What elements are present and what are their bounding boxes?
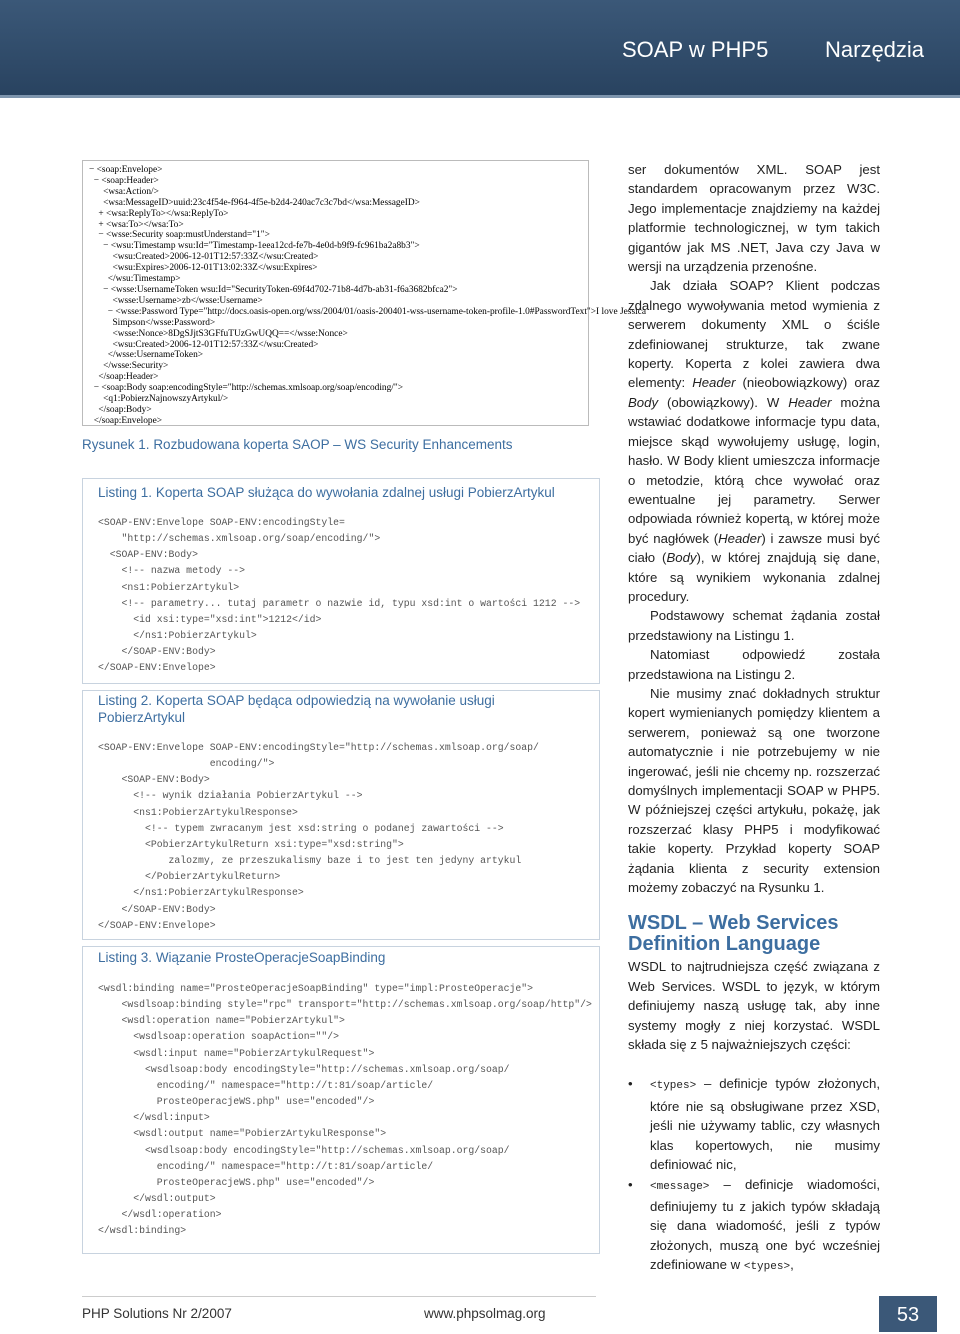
bullet-icon: • bbox=[628, 1076, 633, 1092]
xml-line: <wsa:MessageID>uuid:23c4f54e-f964-4f5e-b2d4-240ac7c3c7bd</wsa:MessageID> bbox=[89, 197, 420, 208]
listing2-title-text: Koperta SOAP będąca odpowiedzią na wywołanie usługi PobierzArtykul bbox=[98, 693, 495, 725]
xml-line: </wsu:Timestamp> bbox=[89, 274, 181, 285]
xml-line: − <wsu:Timestamp wsu:Id="Timestamp-1eea12cd-fe7b-4e0d-b9f9-fc961ba2a8b3"> bbox=[89, 241, 420, 252]
header-bar bbox=[0, 0, 960, 98]
listing1-label: Listing 1. bbox=[98, 485, 153, 500]
list-item: • <types> – definicje typów złożonych, które nie są obsługiwane przez XSD, jeśli nie używamy tablic, czy własnych klas kopertowych, nie musimy definiować nic, bbox=[628, 1076, 880, 1173]
xml-line: − <wsse:UsernameToken wsu:Id="SecurityToken-69f4d702-71b8-4d7b-ab31-f6a3682bfca2"> bbox=[89, 284, 458, 295]
listing3-code: <wsdl:binding name="ProsteOperacjeSoapBinding" type="impl:ProsteOperacje"> <wsdlsoap:binding style="rpc" transport="http://schemas.xmlsoap.org/soap/http"/> <wsdl:operation name="PobierzArtykul"> <wsdlsoap:operation soapAction=""/> <wsdl:input name="PobierzArtykulRequest"> <wsdlsoap:body encodingStyle="http://schemas.xmlsoap.org/soap/ encoding/" namespace="http://t:81/soap/article/ ProsteOperacjeWS.php" use="encoded"/> </wsdl:input> <wsdl:output name="PobierzArtykulResponse"> <wsdlsoap:body encodingStyle="http://schemas.xmlsoap.org/soap/ encoding/" namespace="http://t:81/soap/article/ ProsteOperacjeWS.php" use="encoded"/> </wsdl:output> </wsdl:operation> </wsdl:binding> bbox=[98, 983, 592, 1237]
listing1-title-text: Koperta SOAP służąca do wywołania zdalnej usługi PobierzArtykul bbox=[155, 485, 555, 500]
xml-line: Simpson</wsse:Password> bbox=[89, 317, 216, 328]
article-column bbox=[628, 160, 880, 1278]
wsdl-parts-list bbox=[628, 1074, 880, 1277]
listing1-code: <SOAP-ENV:Envelope SOAP-ENV:encodingStyle= "http://schemas.xmlsoap.org/soap/encoding/"> <SOAP-ENV:Body> <!-- nazwa metody --> <ns1:PobierzArtykul> <!-- parametry... tutaj parametr o nazwie id, typu xsd:int o wartości 1212 --> <id xsi:type="xsd:int">1212</id> </ns1:PobierzArtykul> </SOAP-ENV:Body> </SOAP-ENV:Envelope> bbox=[98, 517, 581, 674]
section-heading-wsdl: WSDL – Web Services Definition Language bbox=[628, 912, 839, 956]
xml-line: </soap:Header> bbox=[89, 372, 159, 383]
article-paragraph-3: Podstawowy schemat żądania został przedstawiony na Listingu 1. bbox=[628, 608, 880, 643]
listing3-label: Listing 3. bbox=[98, 950, 153, 965]
xml-line: </wsse:Security> bbox=[89, 361, 169, 372]
article-paragraph-4: Natomiast odpowiedź została przedstawiona na Listingu 2. bbox=[628, 647, 880, 682]
figure-caption-label: Rysunek 1. bbox=[82, 437, 150, 452]
listing2-code: <SOAP-ENV:Envelope SOAP-ENV:encodingStyle="http://schemas.xmlsoap.org/soap/ encoding/"> <SOAP-ENV:Body> <!-- wynik działania PobierzArtykul --> <ns1:PobierzArtykulResponse> <!-- typem zwracanym jest xsd:string o podanej zawartości --> <PobierzArtykulReturn xsi:type="xsd:string"> zalozmy, ze przeszukalismy baze i to jest ten jedyny artykul </PobierzArtykulReturn> </ns1:PobierzArtykulResponse> </SOAP-ENV:Body> </SOAP-ENV:Envelope> bbox=[98, 742, 539, 931]
footer-issue: PHP Solutions Nr 2/2007 bbox=[82, 1306, 232, 1321]
list-item: • <message> – definicje wiadomości, definiujemy tu z jakich typów składają się dana wiadomość, jeśli z typów złożonych, muszą one być wcześniej zdefiniowane w <types>, bbox=[628, 1176, 880, 1274]
listing3-title-text: Wiązanie ProsteOperacjeSoapBinding bbox=[155, 950, 386, 965]
bullet-icon: • bbox=[628, 1176, 633, 1192]
article-paragraph-5: Nie musimy znać dokładnych struktur kopert wymienianych pomiędzy klientem a serwerem, ponieważ są one tworzone automatycznie i nie potrzebujemy w nie ingerować, jeśli nie chcemy np. rozszerzać domyślnych implementacji SOAP w PHP5. W późniejszej części artykułu, pokażę, jak rozszerzać klasy PHP5 i modyfikować takie koperty. Przykład koperty SOAP żądania klienta z security extension możemy zobaczyć na Rysunku 1. bbox=[628, 685, 880, 896]
xml-line: <wsu:Created>2006-12-01T12:57:33Z</wsu:Created> bbox=[89, 252, 319, 263]
xml-line: − <wsse:Password Type="http://docs.oasis-open.org/wss/2004/01/oasis-200401-wss-username-token-profile-1.0#PasswordText">I love Jessica bbox=[89, 306, 647, 317]
xml-line: <wsse:Username>zb</wsse:Username> bbox=[89, 295, 263, 306]
figure-caption bbox=[82, 437, 513, 452]
footer-divider bbox=[82, 1296, 596, 1297]
xml-line: <wsu:Created>2006-12-01T12:57:33Z</wsu:Created> bbox=[89, 339, 319, 350]
article-paragraph-2: Jak działa SOAP? Klient podczas zdalnego wywoływania metod wymienia z serwerem dokumenty XML o ściśle zdefiniowanej strukturze, tak zwane koperty. Koperta z kolei zawiera dwa elementy: Header (nieobowiązkowy) oraz Body (obowiązkowy). W Header można wstawiać dodatkowe informacje typu data, miejsce skąd wywołujemy usługę, login, hasło. W Body klient umieszcza informacje o metodzie, którą chce wywołać oraz ewentualne jej parametry. Serwer odpowiada również kopertą, w której może być nagłówek (Header) i zawsze musi być ciało (Body), w której znajdują się dane, które są wynikiem wykonania zdalnej procedury. bbox=[628, 278, 880, 604]
header-separator bbox=[0, 95, 960, 98]
xml-line: − <wsse:Security soap:mustUnderstand="1"> bbox=[89, 230, 270, 241]
page-number: 53 bbox=[879, 1296, 937, 1332]
figure-xml-screenshot bbox=[82, 160, 647, 426]
xml-line: </soap:Body> bbox=[89, 404, 152, 415]
xml-line: − <soap:Header> bbox=[89, 175, 159, 186]
xml-line: <wsa:Action/> bbox=[89, 186, 159, 197]
header-title-left: SOAP w PHP5 bbox=[622, 37, 769, 62]
listing2-title bbox=[98, 692, 538, 726]
xml-line: <q1:PobierzNajnowszyArtykul/> bbox=[89, 394, 229, 405]
header-title-right: Narzędzia bbox=[825, 37, 925, 62]
listing3-title bbox=[98, 949, 385, 966]
footer-website-link[interactable]: www.phpsolmag.org bbox=[424, 1306, 546, 1321]
article-paragraph-6: WSDL to najtrudniejsza część związana z Web Services. WSDL to język, w którym definiujemy naszą usługę tak, aby inne systemy mogły z niej korzystać. WSDL składa się z 5 najważniejszych części: bbox=[628, 959, 880, 1053]
listing1-title bbox=[98, 484, 555, 501]
xml-line: </soap:Envelope> bbox=[89, 415, 163, 426]
xml-line: + <wsa:ReplyTo></wsa:ReplyTo> bbox=[89, 208, 229, 219]
xml-line: + <wsa:To></wsa:To> bbox=[89, 219, 184, 230]
xml-line: <wsu:Expires>2006-12-01T13:02:33Z</wsu:Expires> bbox=[89, 263, 318, 274]
xml-line: </wsse:UsernameToken> bbox=[89, 350, 204, 361]
article-paragraph-1: ser dokumentów XML. SOAP jest standardem opracowanym przez W3C. Jego implementacje znajdziemy na każdej platformie technologicznej, w tym takich gigantów jak MS .NET, Java czy Java w wersji na urządzenia przenośne. bbox=[628, 162, 880, 275]
xml-line: − <soap:Body soap:encodingStyle="http://schemas.xmlsoap.org/soap/encoding/"> bbox=[89, 383, 404, 394]
figure-caption-text: Rozbudowana koperta SAOP – WS Security Enhancements bbox=[153, 437, 513, 452]
xml-line: − <soap:Envelope> bbox=[89, 165, 163, 175]
xml-line: <wsse:Nonce>8DgSJjtS3GFfuTUzGwUQQ==</wsse:Nonce> bbox=[89, 328, 348, 339]
listing2-label: Listing 2. bbox=[98, 693, 153, 708]
